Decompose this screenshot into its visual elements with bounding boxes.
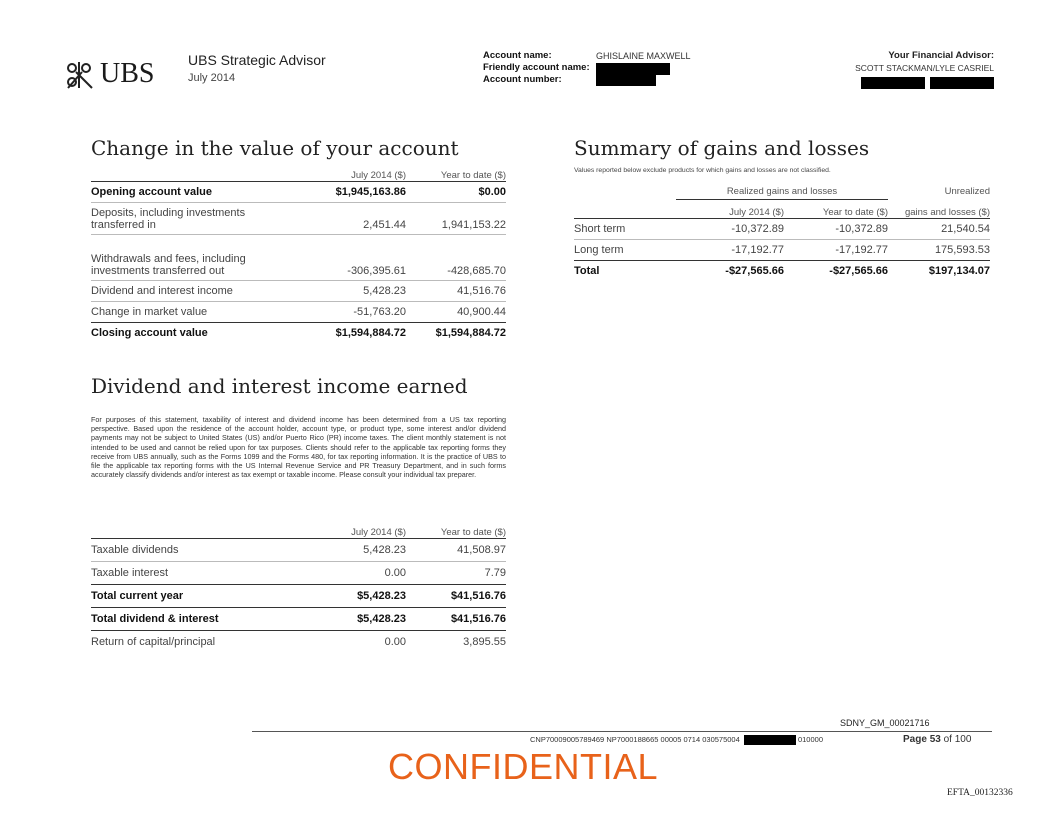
row-ytd: 1,941,153.22 [406,203,506,235]
row-label: Opening account value [91,182,296,203]
footer-divider [252,731,992,732]
page-indicator [903,734,971,745]
table-row [91,203,506,235]
row-unrealized: $197,134.07 [928,265,990,277]
account-name-label: Account name: [483,50,552,61]
page-number: 53 [929,734,941,745]
col-month-header: July 2014 ($) [296,164,406,182]
row-ytd: $0.00 [406,182,506,203]
row-month: $5,428.23 [296,608,406,631]
table-row [91,562,506,585]
row-month: -17,192.77 [676,240,784,261]
statement-code-right: 010000 [797,735,823,744]
col-ytd-header: Year to date ($) [784,201,888,219]
row-label: Taxable dividends [91,539,296,562]
row-ytd: 41,508.97 [406,539,506,562]
table-row [574,240,990,261]
col-month-header: July 2014 ($) [296,521,406,539]
table-row [91,631,506,654]
realized-group-header: Realized gains and losses [676,186,888,200]
table-row [91,302,506,323]
unrealized-header: Unrealized [944,186,990,197]
statement-date: July 2014 [188,72,236,84]
table-row [91,235,506,281]
page-label: Page [903,734,927,745]
confidential-stamp: CONFIDENTIAL [388,746,659,787]
brand-title: UBS Strategic Advisor [188,52,326,68]
row-label: Return of capital/principal [91,636,216,649]
row-ytd: -$27,565.66 [829,265,888,277]
account-number-label: Account number: [483,74,562,85]
row-label: Long term [574,240,676,261]
row-month: 0.00 [384,636,406,649]
page-total: of 100 [943,734,972,745]
dividend-title: Dividend and interest income earned [91,374,468,398]
row-label: Change in market value [91,302,296,323]
account-name-value: GHISLAINE MAXWELL [596,51,691,61]
row-ytd: 3,895.55 [463,636,506,649]
change-value-table [91,164,506,343]
table-row [574,219,990,240]
dividend-table [91,521,506,654]
row-label: Total dividend & interest [91,608,296,631]
logo-text: UBS [100,58,155,89]
row-label: Total current year [91,585,296,608]
table-row [91,585,506,608]
table-row [91,539,506,562]
friendly-name-label: Friendly account name: [483,62,590,73]
row-ytd: $1,594,884.72 [435,327,506,339]
col-ytd-header: Year to date ($) [406,521,506,539]
statement-code-left: CNP70009005789469 NP7000188665 00005 0714 030575004 [530,735,740,744]
row-month: -10,372.89 [676,219,784,240]
row-month: -$27,565.66 [725,265,784,277]
redaction-bar [744,735,796,745]
table-row [91,608,506,631]
row-label: Taxable interest [91,562,296,585]
row-label: Total [574,265,600,277]
col-ytd-header: Year to date ($) [406,164,506,182]
table-header-row [91,521,506,539]
row-ytd: $41,516.76 [406,608,506,631]
change-value-title: Change in the value of your account [91,136,459,160]
row-ytd: $41,516.76 [406,585,506,608]
row-month: -51,763.20 [296,302,406,323]
table-row [91,182,506,203]
table-row [91,281,506,302]
redaction-bar [930,77,994,89]
col-month-header: July 2014 ($) [676,201,784,219]
advisor-label: Your Financial Advisor: [888,50,994,61]
statement-code [530,735,823,745]
row-month: $5,428.23 [296,585,406,608]
row-ytd: -17,192.77 [784,240,888,261]
advisor-names: SCOTT STACKMAN/LYLE CASRIEL [855,63,994,73]
table-row [574,261,990,282]
table-row [91,323,506,344]
table-header-row [91,164,506,182]
financial-advisor [855,50,994,93]
efta-number: EFTA_00132336 [947,788,1013,798]
row-ytd: 7.79 [406,562,506,585]
gains-title: Summary of gains and losses [574,136,870,160]
sdny-bates-number: SDNY_GM_00021716 [840,718,930,728]
row-ytd: 40,900.44 [406,302,506,323]
table-header-row [574,201,990,219]
redaction-bar [596,74,656,86]
row-month: -306,395.61 [296,235,406,281]
row-label: Withdrawals and fees, including investments transferred out [91,235,296,281]
row-ytd: -428,685.70 [406,235,506,281]
row-label: Closing account value [91,327,208,339]
row-label: Dividend and interest income [91,281,296,302]
row-month: $1,594,884.72 [335,327,406,339]
row-unrealized: 21,540.54 [888,219,990,240]
col-unrealized-header: gains and losses ($) [888,201,990,219]
row-month: 0.00 [296,562,406,585]
row-month: 5,428.23 [296,539,406,562]
row-month: 5,428.23 [296,281,406,302]
row-unrealized: 175,593.53 [888,240,990,261]
row-month: $1,945,163.86 [296,182,406,203]
row-ytd: 41,516.76 [406,281,506,302]
ubs-keys-logo-icon [62,60,96,90]
tax-disclaimer-paragraph: For purposes of this statement, taxability of interest and dividend income has been determined from a US tax reporting perspective. Based upon the residence of the account holder, account type, or product type, some interest and/or dividend payments may not be subject to United States (US) and/or Puerto Rico (PR) income taxes. The client monthly statement is not intended to be used and cannot be relied upon for tax purposes. Clients should refer to the applicable tax reporting forms they receive from UBS annually, such as the Forms 1099 and the Forms 480, for tax reporting information. It is the practice of UBS to file the applicable tax reporting forms with the US Internal Revenue Service and PR Treasury Department, and in such forms accurately classify dividends and/or interest as tax exempt or taxable income. Please consult your individual tax preparer. [91,415,506,480]
row-label: Deposits, including investments transferred in [91,203,296,235]
account-labels [483,50,590,86]
redaction-bar [861,77,925,89]
row-label: Short term [574,219,676,240]
gains-table [574,201,990,281]
row-month: 2,451.44 [296,203,406,235]
gains-note: Values reported below exclude products for which gains and losses are not classified. [574,167,831,174]
account-values [596,50,691,86]
row-ytd: -10,372.89 [784,219,888,240]
